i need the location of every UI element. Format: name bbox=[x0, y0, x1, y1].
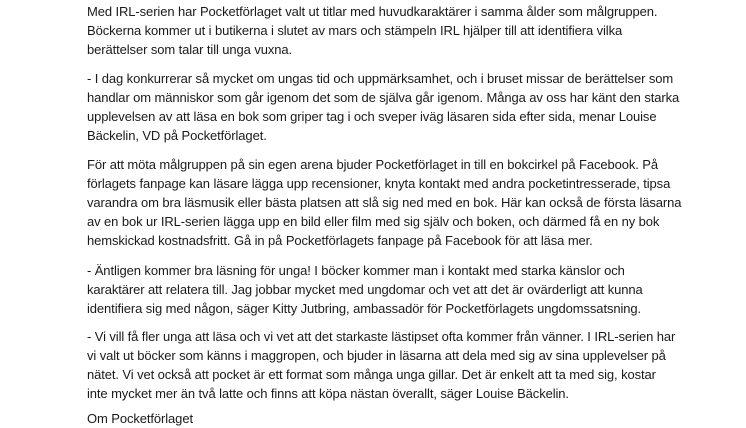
text-line: vi valt ut böcker som känns i maggropen, och bjuder in läsarna att dela med sig av sina upplevelser på bbox=[87, 348, 666, 363]
text-line: För att möta målgruppen på sin egen arena bjuder Pocketförlaget in till en bokcirkel på Facebook. På bbox=[87, 157, 659, 172]
text-line: - Äntligen kommer bra läsning för unga! I böcker kommer man i kontakt med starka känslor och bbox=[87, 263, 625, 278]
text-line: inte mycket mer än två latte och finns att köpa nästan överallt, säger Louise Bäckelin. bbox=[87, 386, 569, 401]
text-line: upplevelsen av att läsa en bok som griper tag i och sveper iväg läsaren sida efter sida, menar Louise bbox=[87, 109, 657, 124]
paragraph-quote-kitty-jutbring bbox=[87, 261, 677, 318]
paragraph-facebook-bookcircle bbox=[87, 155, 682, 250]
text-line: Med IRL-serien har Pocketförlaget valt ut titlar med huvudkaraktärer i samma ålder som målgruppen. bbox=[87, 4, 658, 19]
text-line: berättelser som talar till unga vuxna. bbox=[87, 42, 293, 57]
text-line: Bäckelin, VD på Pocketförlaget. bbox=[87, 128, 267, 143]
text-line: varandra om bra läsmusik eller bästa platsen att slå sig ned med en bok. Här kan också de första läsarna bbox=[87, 195, 682, 210]
text-line: förlagets fanpage kan läsare lägga upp recensioner, knyta kontakt med andra pocketintresserade, tipsa bbox=[87, 176, 671, 191]
text-line: - I dag konkurrerar så mycket om ungas tid och uppmärksamhet, och i bruset missar de berättelser som bbox=[87, 71, 674, 86]
text-line: hemskickad kostnadsfritt. Gå in på Pocketförlagets fanpage på Facebook för att läsa mer. bbox=[87, 233, 593, 248]
text-line: karaktärer att relatera till. Jag jobbar mycket med ungdomar och vet att det är ovärderligt att kunna bbox=[87, 282, 643, 297]
text-line: av en bok ur IRL-serien lägga upp en bild eller film med sig själv och boken, och därmed få en ny bok bbox=[87, 214, 660, 229]
section-heading-partial: Om Pocketförlaget bbox=[87, 411, 193, 426]
text-line: - Vi vill få fler unga att läsa och vi vet att det starkaste lästipset ofta kommer från vänner. I IRL-serien har bbox=[87, 329, 676, 344]
text-line: identifiera sig med någon, säger Kitty Jutbring, ambassadör för Pocketförlagets ungdomssatsning. bbox=[87, 301, 642, 316]
text-line: nätet. Vi vet också att pocket är ett format som många unga gillar. Det är enkelt att ta med sig, kostar bbox=[87, 367, 656, 382]
text-line: handlar om människor som går igenom det som de själva går igenom. Många av oss har känt den starka bbox=[87, 90, 680, 105]
text-line: Böckerna kommer ut i butikerna i slutet av mars och stämpeln IRL hjälper till att identifiera vilka bbox=[87, 23, 623, 38]
paragraph-quote-reading-tips bbox=[87, 327, 677, 403]
paragraph-quote-louise-backelin bbox=[87, 69, 680, 145]
paragraph-irl-series-intro bbox=[87, 2, 677, 59]
